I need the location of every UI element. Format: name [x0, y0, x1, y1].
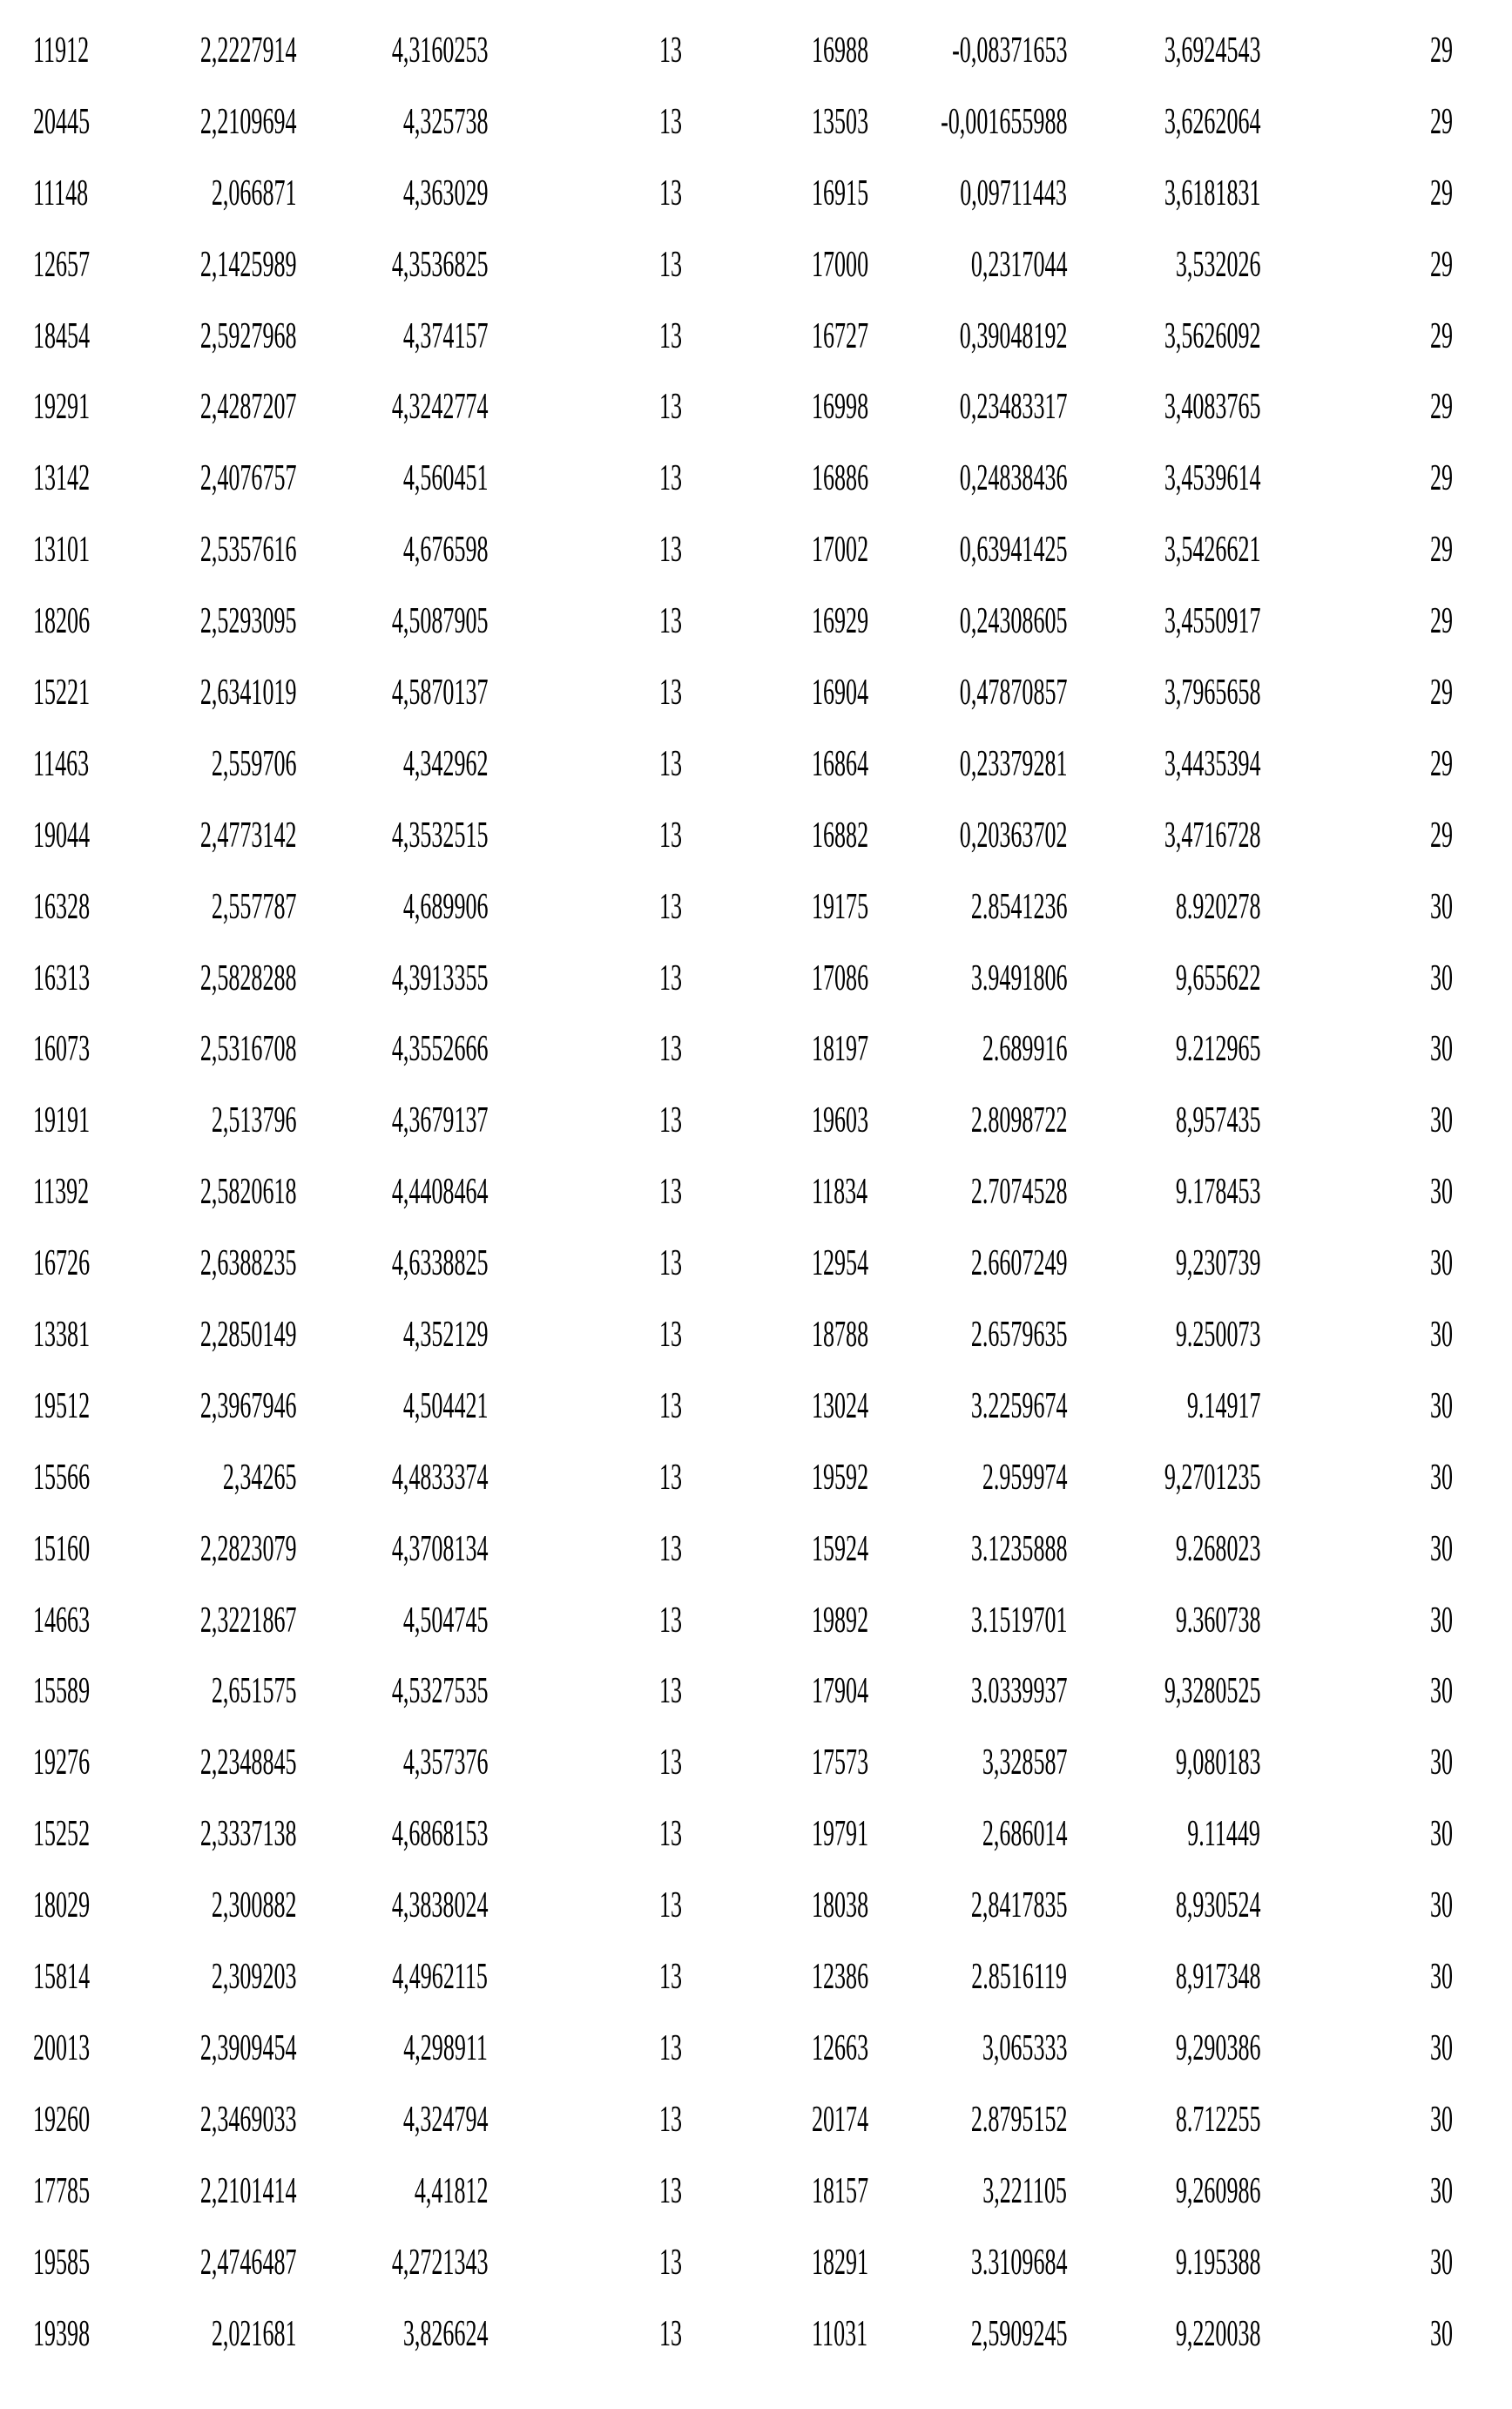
- left-id-cell: 19512: [33, 1385, 91, 1426]
- left-y-value-cell: 4,3708134: [391, 1528, 488, 1569]
- right-id-cell: 19892: [812, 1600, 869, 1641]
- right-y-value-cell: 3,532026: [1175, 244, 1260, 285]
- right-y-value-cell: 9.268023: [1175, 1528, 1260, 1569]
- left-y-value-cell: 4,363029: [402, 173, 488, 213]
- left-y-value-cell: 3,826624: [402, 2313, 488, 2354]
- left-x-value-cell: 2,4076757: [199, 458, 296, 499]
- left-x-value-cell: 2,6341019: [199, 673, 296, 714]
- right-id-cell: 16864: [812, 743, 869, 784]
- left-y-value-cell: 4,3679137: [391, 1100, 488, 1141]
- right-x-value-cell: 0,23379281: [959, 743, 1067, 784]
- right-id-cell: 18291: [812, 2242, 869, 2283]
- right-id-cell: 16988: [812, 30, 869, 71]
- table-row: [0, 2230, 1512, 2301]
- left-y-value-cell: 4,325738: [402, 101, 488, 142]
- left-id-cell: 15221: [33, 673, 91, 714]
- left-id-cell: 19044: [33, 815, 91, 856]
- left-x-value-cell: 2,2850149: [199, 1315, 296, 1356]
- left-y-value-cell: 4,560451: [402, 458, 488, 499]
- right-id-cell: 13024: [812, 1385, 869, 1426]
- right-y-value-cell: 8,917348: [1175, 1957, 1260, 1998]
- right-x-value-cell: 3.9491806: [970, 958, 1067, 998]
- right-id-cell: 18197: [812, 1029, 869, 1070]
- right-id-cell: 19175: [812, 886, 869, 927]
- left-group-cell: 13: [658, 1457, 682, 1498]
- left-group-cell: 13: [658, 1528, 682, 1569]
- table-row: [0, 2158, 1512, 2230]
- left-group-cell: 13: [658, 101, 682, 142]
- left-x-value-cell: 2,2227914: [199, 30, 296, 71]
- right-x-value-cell: 0,2317044: [970, 244, 1067, 285]
- left-group-cell: 13: [658, 1957, 682, 1998]
- left-y-value-cell: 4,374157: [402, 315, 488, 356]
- right-x-value-cell: 3.1519701: [970, 1600, 1067, 1641]
- table-row: [0, 802, 1512, 874]
- right-x-value-cell: 2.6579635: [970, 1315, 1067, 1356]
- table-row: [0, 1944, 1512, 2015]
- left-id-cell: 20013: [33, 2027, 91, 2068]
- right-id-cell: 18038: [812, 1885, 869, 1926]
- right-x-value-cell: 2.6607249: [970, 1243, 1067, 1284]
- table-row: [0, 1373, 1512, 1445]
- left-id-cell: 16328: [33, 886, 91, 927]
- right-id-cell: 18788: [812, 1315, 869, 1356]
- right-x-value-cell: 0,47870857: [959, 673, 1067, 714]
- left-x-value-cell: 2,5927968: [199, 315, 296, 356]
- right-group-cell: 30: [1429, 886, 1453, 927]
- table-row: [0, 1016, 1512, 1087]
- right-id-cell: 12386: [812, 1957, 869, 1998]
- left-y-value-cell: 4,298911: [403, 2027, 488, 2068]
- right-id-cell: 19603: [812, 1100, 869, 1141]
- left-x-value-cell: 2,3221867: [199, 1600, 296, 1641]
- right-y-value-cell: 9.195388: [1175, 2242, 1260, 2283]
- right-id-cell: 16727: [812, 315, 869, 356]
- left-group-cell: 13: [658, 387, 682, 428]
- left-y-value-cell: 4,352129: [402, 1315, 488, 1356]
- right-x-value-cell: 2.8098722: [970, 1100, 1067, 1141]
- table-row: [0, 660, 1512, 731]
- right-y-value-cell: 3,4539614: [1164, 458, 1260, 499]
- left-group-cell: 13: [658, 815, 682, 856]
- left-group-cell: 13: [658, 1885, 682, 1926]
- right-x-value-cell: 3.3109684: [970, 2242, 1067, 2283]
- right-x-value-cell: 3,328587: [982, 1742, 1067, 1783]
- left-x-value-cell: 2,34265: [222, 1457, 296, 1498]
- right-y-value-cell: 9.250073: [1175, 1315, 1260, 1356]
- right-group-cell: 30: [1429, 1315, 1453, 1356]
- right-group-cell: 29: [1429, 244, 1453, 285]
- left-id-cell: 13101: [33, 530, 91, 571]
- left-y-value-cell: 4,2721343: [391, 2242, 488, 2283]
- right-x-value-cell: -0,001655988: [940, 101, 1067, 142]
- right-y-value-cell: 9,3280525: [1164, 1671, 1260, 1712]
- left-x-value-cell: 2,309203: [211, 1957, 296, 1998]
- right-id-cell: 16929: [812, 601, 869, 642]
- left-x-value-cell: 2,2101414: [199, 2170, 296, 2211]
- right-x-value-cell: 2,8417835: [970, 1885, 1067, 1926]
- right-group-cell: 29: [1429, 173, 1453, 213]
- right-id-cell: 15924: [812, 1528, 869, 1569]
- left-group-cell: 13: [658, 1814, 682, 1855]
- left-x-value-cell: 2,3967946: [199, 1385, 296, 1426]
- left-group-cell: 13: [658, 244, 682, 285]
- right-x-value-cell: -0,08371653: [951, 30, 1067, 71]
- right-y-value-cell: 8,957435: [1175, 1100, 1260, 1141]
- left-x-value-cell: 2,3469033: [199, 2099, 296, 2140]
- right-y-value-cell: 3,4550917: [1164, 601, 1260, 642]
- right-group-cell: 30: [1429, 1385, 1453, 1426]
- table-row: [0, 1658, 1512, 1729]
- left-group-cell: 13: [658, 1671, 682, 1712]
- left-x-value-cell: 2,651575: [211, 1671, 296, 1712]
- right-group-cell: 29: [1429, 101, 1453, 142]
- right-group-cell: 29: [1429, 601, 1453, 642]
- left-group-cell: 13: [658, 2242, 682, 2283]
- right-group-cell: 29: [1429, 673, 1453, 714]
- right-x-value-cell: 0,23483317: [959, 387, 1067, 428]
- left-group-cell: 13: [658, 673, 682, 714]
- right-id-cell: 16886: [812, 458, 869, 499]
- left-id-cell: 16726: [33, 1243, 91, 1284]
- left-id-cell: 13142: [33, 458, 91, 499]
- left-y-value-cell: 4,689906: [402, 886, 488, 927]
- left-group-cell: 13: [658, 30, 682, 71]
- left-y-value-cell: 4,504421: [402, 1385, 488, 1426]
- table-row: [0, 1230, 1512, 1302]
- right-y-value-cell: 3,6262064: [1164, 101, 1260, 142]
- left-group-cell: 13: [658, 1172, 682, 1213]
- right-group-cell: 29: [1429, 530, 1453, 571]
- left-x-value-cell: 2,5828288: [199, 958, 296, 998]
- table-row: [0, 89, 1512, 160]
- left-id-cell: 19291: [33, 387, 91, 428]
- right-x-value-cell: 2,5909245: [970, 2313, 1067, 2354]
- left-group-cell: 13: [658, 1029, 682, 1070]
- table-row: [0, 1801, 1512, 1872]
- left-group-cell: 13: [658, 958, 682, 998]
- right-id-cell: 17573: [812, 1742, 869, 1783]
- right-x-value-cell: 0,20363702: [959, 815, 1067, 856]
- right-x-value-cell: 2.8795152: [970, 2099, 1067, 2140]
- right-x-value-cell: 3,221105: [982, 2170, 1067, 2211]
- right-group-cell: 30: [1429, 1957, 1453, 1998]
- left-x-value-cell: 2,4287207: [199, 387, 296, 428]
- table-row: [0, 945, 1512, 1017]
- right-group-cell: 30: [1429, 1742, 1453, 1783]
- table-row: [0, 160, 1512, 232]
- left-y-value-cell: 4,504745: [402, 1600, 488, 1641]
- right-y-value-cell: 9,220038: [1175, 2313, 1260, 2354]
- table-row: [0, 445, 1512, 517]
- left-x-value-cell: 2,3337138: [199, 1814, 296, 1855]
- left-y-value-cell: 4,342962: [402, 743, 488, 784]
- right-x-value-cell: 2.8541236: [970, 886, 1067, 927]
- table-row: [0, 1516, 1512, 1587]
- right-group-cell: 30: [1429, 2027, 1453, 2068]
- right-id-cell: 19592: [812, 1457, 869, 1498]
- left-x-value-cell: 2,3909454: [199, 2027, 296, 2068]
- right-y-value-cell: 3,4716728: [1164, 815, 1260, 856]
- right-x-value-cell: 0,24308605: [959, 601, 1067, 642]
- left-id-cell: 19260: [33, 2099, 91, 2140]
- left-id-cell: 11912: [33, 30, 90, 71]
- right-y-value-cell: 8.920278: [1175, 886, 1260, 927]
- left-group-cell: 13: [658, 1243, 682, 1284]
- left-group-cell: 13: [658, 886, 682, 927]
- right-x-value-cell: 0,63941425: [959, 530, 1067, 571]
- left-x-value-cell: 2,021681: [211, 2313, 296, 2354]
- right-y-value-cell: 9,2701235: [1164, 1457, 1260, 1498]
- left-y-value-cell: 4,3532515: [391, 815, 488, 856]
- right-id-cell: 17086: [812, 958, 869, 998]
- right-group-cell: 29: [1429, 815, 1453, 856]
- left-id-cell: 15814: [33, 1957, 91, 1998]
- left-id-cell: 20445: [33, 101, 91, 142]
- right-y-value-cell: 9,655622: [1175, 958, 1260, 998]
- left-y-value-cell: 4,4962115: [392, 1957, 488, 1998]
- left-x-value-cell: 2,2109694: [199, 101, 296, 142]
- left-x-value-cell: 2,4746487: [199, 2242, 296, 2283]
- right-id-cell: 12954: [812, 1243, 869, 1284]
- right-y-value-cell: 8,930524: [1175, 1885, 1260, 1926]
- right-id-cell: 18157: [812, 2170, 869, 2211]
- left-id-cell: 15252: [33, 1814, 91, 1855]
- left-group-cell: 13: [658, 2313, 682, 2354]
- left-group-cell: 13: [658, 458, 682, 499]
- right-group-cell: 30: [1429, 2242, 1453, 2283]
- right-group-cell: 29: [1429, 315, 1453, 356]
- right-y-value-cell: 3,6181831: [1164, 173, 1260, 213]
- table-row: [0, 588, 1512, 660]
- left-group-cell: 13: [658, 530, 682, 571]
- right-y-value-cell: 3,6924543: [1164, 30, 1260, 71]
- right-id-cell: 16904: [812, 673, 869, 714]
- left-id-cell: 19585: [33, 2242, 91, 2283]
- left-id-cell: 19398: [33, 2313, 91, 2354]
- left-y-value-cell: 4,5327535: [391, 1671, 488, 1712]
- right-x-value-cell: 0,09711443: [960, 173, 1067, 213]
- right-group-cell: 30: [1429, 1100, 1453, 1141]
- right-group-cell: 30: [1429, 2170, 1453, 2211]
- right-y-value-cell: 3,7965658: [1164, 673, 1260, 714]
- right-id-cell: 11834: [812, 1172, 868, 1213]
- right-group-cell: 30: [1429, 2099, 1453, 2140]
- right-id-cell: 17904: [812, 1671, 869, 1712]
- right-id-cell: 13503: [812, 101, 869, 142]
- left-x-value-cell: 2,5316708: [199, 1029, 296, 1070]
- right-y-value-cell: 9.212965: [1175, 1029, 1260, 1070]
- left-group-cell: 13: [658, 2099, 682, 2140]
- right-id-cell: 17000: [812, 244, 869, 285]
- right-y-value-cell: 9.178453: [1175, 1172, 1260, 1213]
- right-group-cell: 30: [1429, 1814, 1453, 1855]
- table-row: [0, 1302, 1512, 1373]
- right-group-cell: 30: [1429, 2313, 1453, 2354]
- left-x-value-cell: 2,559706: [211, 743, 296, 784]
- left-x-value-cell: 2,5820618: [199, 1172, 296, 1213]
- right-id-cell: 16998: [812, 387, 869, 428]
- left-id-cell: 17785: [33, 2170, 91, 2211]
- left-y-value-cell: 4,41812: [414, 2170, 488, 2211]
- right-group-cell: 30: [1429, 958, 1453, 998]
- table-row: [0, 1587, 1512, 1659]
- left-x-value-cell: 2,1425989: [199, 244, 296, 285]
- left-group-cell: 13: [658, 1315, 682, 1356]
- table-row: [0, 1729, 1512, 1801]
- table-row: [0, 2087, 1512, 2158]
- left-x-value-cell: 2,2348845: [199, 1742, 296, 1783]
- table-row: [0, 2301, 1512, 2372]
- right-group-cell: 29: [1429, 458, 1453, 499]
- left-id-cell: 12657: [33, 244, 91, 285]
- right-group-cell: 29: [1429, 30, 1453, 71]
- right-x-value-cell: 3,065333: [982, 2027, 1067, 2068]
- left-id-cell: 19191: [33, 1100, 91, 1141]
- right-x-value-cell: 3.0339937: [970, 1671, 1067, 1712]
- right-y-value-cell: 3,5626092: [1164, 315, 1260, 356]
- left-id-cell: 15160: [33, 1528, 91, 1569]
- left-id-cell: 15589: [33, 1671, 91, 1712]
- left-group-cell: 13: [658, 1385, 682, 1426]
- right-y-value-cell: 9,080183: [1175, 1742, 1260, 1783]
- right-y-value-cell: 3,4435394: [1164, 743, 1260, 784]
- table-row: [0, 232, 1512, 303]
- left-x-value-cell: 2,300882: [211, 1885, 296, 1926]
- left-group-cell: 13: [658, 601, 682, 642]
- right-group-cell: 30: [1429, 1029, 1453, 1070]
- left-x-value-cell: 2,557787: [211, 886, 296, 927]
- right-id-cell: 20174: [812, 2099, 869, 2140]
- left-id-cell: 16073: [33, 1029, 91, 1070]
- left-id-cell: 13381: [33, 1315, 91, 1356]
- left-id-cell: 18454: [33, 315, 91, 356]
- left-y-value-cell: 4,3242774: [391, 387, 488, 428]
- left-y-value-cell: 4,4408464: [391, 1172, 488, 1213]
- right-id-cell: 12663: [812, 2027, 869, 2068]
- left-x-value-cell: 2,5293095: [199, 601, 296, 642]
- left-id-cell: 11148: [33, 173, 89, 213]
- left-y-value-cell: 4,3552666: [391, 1029, 488, 1070]
- right-x-value-cell: 2.689916: [982, 1029, 1067, 1070]
- table-row: [0, 17, 1512, 89]
- left-y-value-cell: 4,6868153: [391, 1814, 488, 1855]
- left-id-cell: 15566: [33, 1457, 91, 1498]
- right-group-cell: 30: [1429, 1172, 1453, 1213]
- table-row: [0, 874, 1512, 945]
- table-row: [0, 731, 1512, 802]
- data-table: [0, 17, 1512, 2372]
- right-y-value-cell: 9,290386: [1175, 2027, 1260, 2068]
- left-id-cell: 18206: [33, 601, 91, 642]
- left-y-value-cell: 4,5087905: [391, 601, 488, 642]
- table-row: [0, 374, 1512, 445]
- left-group-cell: 13: [658, 2170, 682, 2211]
- left-y-value-cell: 4,3536825: [391, 244, 488, 285]
- left-group-cell: 13: [658, 1600, 682, 1641]
- right-id-cell: 16915: [812, 173, 869, 213]
- left-y-value-cell: 4,5870137: [391, 673, 488, 714]
- right-group-cell: 30: [1429, 1671, 1453, 1712]
- left-id-cell: 16313: [33, 958, 91, 998]
- left-y-value-cell: 4,3838024: [391, 1885, 488, 1926]
- table-row: [0, 1159, 1512, 1230]
- right-y-value-cell: 9.14917: [1186, 1385, 1260, 1426]
- right-y-value-cell: 9.11449: [1187, 1814, 1260, 1855]
- left-group-cell: 13: [658, 2027, 682, 2068]
- left-group-cell: 13: [658, 173, 682, 213]
- left-id-cell: 11392: [33, 1172, 90, 1213]
- right-y-value-cell: 3,5426621: [1164, 530, 1260, 571]
- left-x-value-cell: 2,6388235: [199, 1243, 296, 1284]
- right-x-value-cell: 3.1235888: [970, 1528, 1067, 1569]
- left-y-value-cell: 4,4833374: [391, 1457, 488, 1498]
- left-x-value-cell: 2,513796: [211, 1100, 296, 1141]
- left-id-cell: 14663: [33, 1600, 91, 1641]
- right-group-cell: 30: [1429, 1528, 1453, 1569]
- left-group-cell: 13: [658, 743, 682, 784]
- right-y-value-cell: 9.360738: [1175, 1600, 1260, 1641]
- left-x-value-cell: 2,066871: [211, 173, 296, 213]
- right-x-value-cell: 0,39048192: [959, 315, 1067, 356]
- right-x-value-cell: 2.959974: [982, 1457, 1067, 1498]
- left-y-value-cell: 4,3913355: [391, 958, 488, 998]
- left-id-cell: 19276: [33, 1742, 91, 1783]
- left-group-cell: 13: [658, 1100, 682, 1141]
- left-id-cell: 11463: [33, 743, 90, 784]
- right-x-value-cell: 2,686014: [982, 1814, 1067, 1855]
- right-y-value-cell: 3,4083765: [1164, 387, 1260, 428]
- right-id-cell: 17002: [812, 530, 869, 571]
- table-row: [0, 2015, 1512, 2087]
- table-row: [0, 303, 1512, 375]
- left-id-cell: 18029: [33, 1885, 91, 1926]
- left-y-value-cell: 4,324794: [402, 2099, 488, 2140]
- right-group-cell: 29: [1429, 743, 1453, 784]
- right-group-cell: 30: [1429, 1885, 1453, 1926]
- right-x-value-cell: 2.8516119: [971, 1957, 1067, 1998]
- left-group-cell: 13: [658, 1742, 682, 1783]
- right-x-value-cell: 2.7074528: [970, 1172, 1067, 1213]
- table-row: [0, 1445, 1512, 1516]
- right-y-value-cell: 8.712255: [1175, 2099, 1260, 2140]
- left-y-value-cell: 4,357376: [402, 1742, 488, 1783]
- left-x-value-cell: 2,2823079: [199, 1528, 296, 1569]
- left-y-value-cell: 4,3160253: [391, 30, 488, 71]
- left-y-value-cell: 4,676598: [402, 530, 488, 571]
- right-x-value-cell: 3.2259674: [970, 1385, 1067, 1426]
- table-row: [0, 517, 1512, 588]
- right-group-cell: 30: [1429, 1600, 1453, 1641]
- right-x-value-cell: 0,24838436: [959, 458, 1067, 499]
- table-row: [0, 1872, 1512, 1944]
- right-id-cell: 16882: [812, 815, 869, 856]
- left-y-value-cell: 4,6338825: [391, 1243, 488, 1284]
- left-x-value-cell: 2,5357616: [199, 530, 296, 571]
- right-y-value-cell: 9,230739: [1175, 1243, 1260, 1284]
- right-group-cell: 29: [1429, 387, 1453, 428]
- left-group-cell: 13: [658, 315, 682, 356]
- right-id-cell: 11031: [812, 2313, 868, 2354]
- right-y-value-cell: 9,260986: [1175, 2170, 1260, 2211]
- left-x-value-cell: 2,4773142: [199, 815, 296, 856]
- right-id-cell: 19791: [812, 1814, 869, 1855]
- right-group-cell: 30: [1429, 1457, 1453, 1498]
- right-group-cell: 30: [1429, 1243, 1453, 1284]
- table-row: [0, 1087, 1512, 1159]
